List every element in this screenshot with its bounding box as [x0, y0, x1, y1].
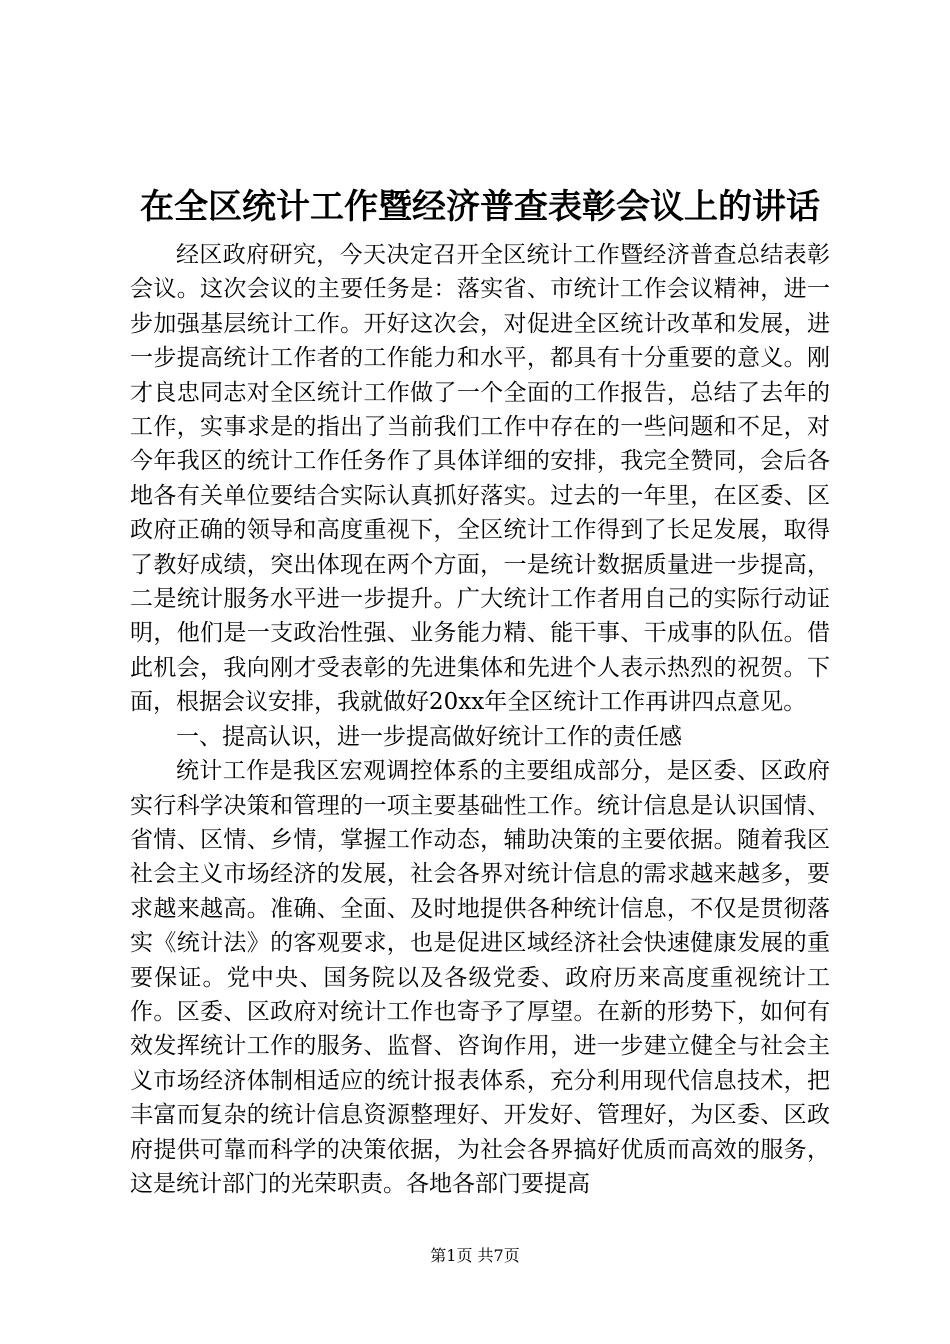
document-title: 在全区统计工作暨经济普查表彰会议上的讲话 [140, 187, 820, 227]
paragraph-intro: 经区政府研究，今天决定召开全区统计工作暨经济普查总结表彰会议。这次会议的主要任务是：落实省、市统计工作会议精神，进一步加强基层统计工作。开好这次会，对促进全区统计改革和发展，进一步提高统计工作者的工作能力和水平，都具有十分重要的意义。刚才良忠同志对全区统计工作做了一个全面的工作报告，总结了去年的工作，实事求是的指出了当前我们工作中存在的一些问题和不足，对今年我区的统计工作任务作了具体详细的安排，我完全赞同，会后各地各有关单位要结合实际认真抓好落实。过去的一年里，在区委、区政府正确的领导和高度重视下，全区统计工作得到了长足发展，取得了教好成绩，突出体现在两个方面，一是统计数据质量进一步提高，二是统计服务水平进一步提升。广大统计工作者用自己的实际行动证明，他们是一支政治性强、业务能力精、能干事、干成事的队伍。借此机会，我向刚才受表彰的先进集体和先进个人表示热烈的祝贺。下面，根据会议安排，我就做好20xx年全区统计工作再讲四点意见。 [130, 242, 830, 716]
page-number-footer: 第1页 共7页 [430, 1246, 520, 1265]
document-body [130, 238, 830, 1201]
paragraph-section-1: 统计工作是我区宏观调控体系的主要组成部分，是区委、区政府实行科学决策和管理的一项主要基础性工作。统计信息是认识国情、省情、区情、乡情，掌握工作动态，辅助决策的主要依据。随着我区社会主义市场经济的发展，社会各界对统计信息的需求越来越多，要求越来越高。准确、全面、及时地提供各种统计信息，不仅是贯彻落实《统计法》的客观要求，也是促进区域经济社会快速健康发展的重要保证。党中央、国务院以及各级党委、政府历来高度重视统计工作。区委、区政府对统计工作也寄予了厚望。在新的形势下，如何有效发挥统计工作的服务、监督、咨询作用，进一步建立健全与社会主义市场经济体制相适应的统计报表体系，充分利用现代信息技术，把丰富而复杂的统计信息资源整理好、开发好、管理好，为区委、区政府提供可靠而科学的决策依据，为社会各界搞好优质而高效的服务，这是统计部门的光荣职责。各地各部门要提高 [130, 758, 830, 1197]
section-heading-1: 一、提高认识，进一步提高做好统计工作的责任感 [176, 723, 682, 750]
